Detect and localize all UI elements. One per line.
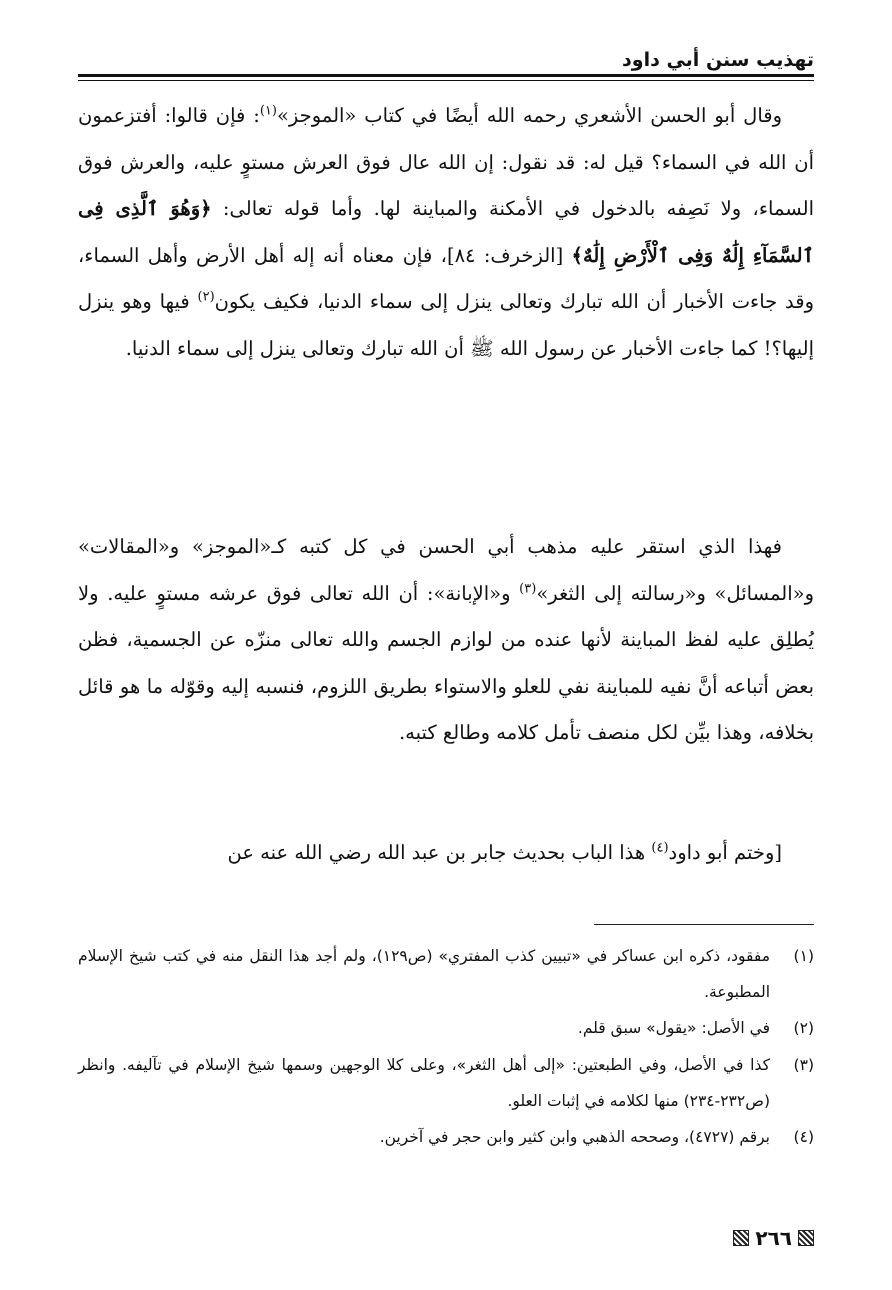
- footnote-number: (١): [793, 947, 814, 965]
- paragraph-2: [78, 524, 814, 757]
- footnote-text: في الأصل: «يقول» سبق قلم.: [577, 1019, 770, 1038]
- paragraph-1-text-a: وقال أبو الحسن الأشعري رحمه الله أيضًا في كتاب «الموجز»: [276, 104, 783, 127]
- footnote-text: برقم (٤٧٢٧)، وصححه الذهبي وابن كثير وابن حجر في آخرين.: [379, 1128, 770, 1147]
- footnote-3: [78, 1047, 814, 1119]
- paragraph-1-text-d: فيها وهو ينزل إليها؟! كما جاءت الأخبار عن رسول الله ﷺ أن الله تبارك وتعالى ينزل إلى سماء الدنيا.: [78, 290, 814, 360]
- header-rule-thin: [78, 80, 814, 81]
- footnote-text: مفقود، ذكره ابن عساكر في «تبيين كذب المفتري» (ص١٢٩)، ولم أجد هذا النقل منه في كتب شيخ الإسلام المطبوعة.: [78, 947, 770, 1002]
- footnotes: [78, 938, 814, 1155]
- paragraph-2-text-b: و«الإبانة»: أن الله تعالى فوق عرشه مستوٍ عليه. ولا يُطلِق عليه لفظ المباينة لأنها عنده من لوازم الجسم والله تعالى منزّه عن الجسمية، فظن بعض أتباعه أنَّ نفيه للمباينة نفي للعلو والاستواء بطريق اللزوم، فنسبه إليه وقوّله ما هو قائل بخلافه، وهذا بيِّن لكل منصف تأمل كلامه وطالع كتبه.: [78, 581, 814, 745]
- ornament-icon: [798, 1230, 814, 1246]
- paragraph-1-text-b: : فإن قالوا: أفتزعمون أن الله في السماء؟ قيل له: قد نقول: إن الله عال فوق العرش مستوٍ عليه، والعرش فوق السماء، ولا نَصِفه بالدخول في الأمكنة والمباينة لها. وأما قوله تعالى:: [78, 104, 814, 221]
- footnote-ref-3: (٣): [519, 581, 537, 597]
- paragraph-1-text-c: [الزخرف: ٨٤]، فإن معناه أنه إله أهل الأرض وأهل السماء، وقد جاءت الأخبار أن الله تبارك وتعالى ينزل إلى سماء الدنيا، فكيف يكون: [78, 243, 814, 314]
- paragraph-3-text-b: هذا الباب بحديث جابر بن عبد الله رضي الله عنه عن: [227, 841, 652, 864]
- quran-verse: ﴿وَهُوَ ٱلَّذِى فِى ٱلسَّمَآءِ إِلَٰهٌ وَفِى ٱلْأَرْضِ إِلَٰهٌ﴾: [78, 197, 814, 267]
- page-number-block: [733, 1222, 814, 1254]
- footnote-ref-2: (٢): [197, 289, 215, 305]
- footnote-ref-4: (٤): [651, 840, 669, 856]
- running-header-title: تهذيب سنن أبي داود: [622, 49, 814, 71]
- page-number: ٢٦٦: [755, 1226, 792, 1250]
- paragraph-3: [78, 830, 814, 877]
- footnote-number: (٤): [793, 1128, 814, 1147]
- footnote-number: (٢): [793, 1019, 814, 1038]
- footnote-1: [78, 938, 814, 1010]
- footnote-separator: [594, 924, 814, 925]
- footnote-4: [78, 1119, 814, 1155]
- footnote-number: (٣): [793, 1055, 814, 1074]
- footnote-ref-1: (١): [259, 103, 277, 119]
- paragraph-1: [78, 93, 814, 373]
- paragraph-3-text-a: [وختم أبو داود: [668, 841, 782, 864]
- header-rule: [78, 74, 814, 77]
- footnote-2: [78, 1010, 814, 1046]
- footnote-text: كذا في الأصل، وفي الطبعتين: «إلى أهل الثغر»، وعلى كلا الوجهين وسمها شيخ الإسلام في تآليفه. وانظر (ص٢٣٢-٢٣٤) منها لكلامه في إثبات العلو.: [78, 1055, 770, 1110]
- paragraph-2-text-a: فهذا الذي استقر عليه مذهب أبي الحسن في كل كتبه كـ«الموجز» و«المقالات» و«المسائل» و«رسالته إلى الثغر»: [78, 535, 814, 605]
- ornament-icon: [733, 1230, 749, 1246]
